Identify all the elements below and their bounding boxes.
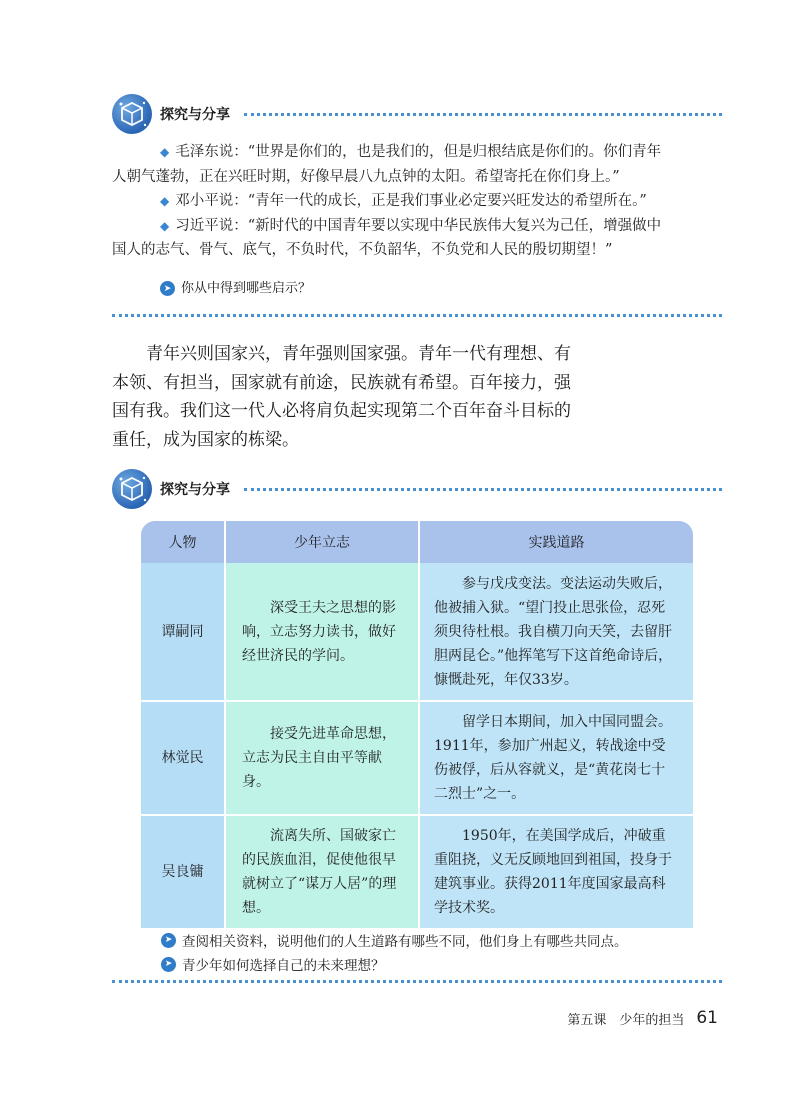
table-header-row	[141, 521, 693, 563]
question-2: ➤ 查阅相关资料，说明他们的人生道路有哪些不同，他们身上有哪些共同点。	[161, 928, 628, 952]
person-name: 林觉民	[141, 701, 225, 815]
person-path: 参与戊戌变法。变法运动失败后，他被捕入狱。“望门投止思张俭，忍死须臾待杜根。我自横刀向天笑，去留肝胆两昆仑。”他挥笔写下这首绝命诗后，慷慨赴死，年仅33岁。	[419, 563, 693, 701]
person-goal: 流离失所、国破家亡的民族血泪，促使他很早就树立了“谋万人居”的理想。	[225, 815, 419, 929]
questions-block	[161, 928, 628, 976]
arrow-right-icon: ➤	[160, 281, 175, 296]
person-name: 吴良镛	[141, 815, 225, 929]
section-title: 探究与分享	[160, 482, 230, 498]
quote-2: ◆ 邓小平说：“青年一代的成长，正是我们事业必定要兴旺发达的希望所在。”	[160, 193, 647, 209]
person-goal: 接受先进革命思想，立志为民主自由平等献身。	[225, 701, 419, 815]
dotted-divider	[112, 980, 722, 983]
diamond-icon: ◆	[160, 145, 170, 159]
diamond-icon: ◆	[160, 194, 170, 208]
question-1: ➤ 你从中得到哪些启示？	[160, 277, 712, 302]
cube-icon	[112, 94, 152, 134]
cube-icon	[112, 469, 152, 509]
table-row	[141, 815, 693, 929]
people-table	[141, 521, 693, 930]
section-header-1	[112, 93, 722, 135]
question-3: ➤ 青少年如何选择自己的未来理想？	[161, 952, 628, 976]
section-title: 探究与分享	[160, 107, 230, 123]
arrow-right-icon: ➤	[161, 933, 176, 948]
dotted-divider	[244, 488, 722, 491]
page-footer	[567, 1008, 718, 1028]
dotted-divider	[244, 113, 722, 116]
person-goal: 深受王夫之思想的影响，立志努力读书，做好经世济民的学问。	[225, 563, 419, 701]
main-paragraph: 青年兴则国家兴，青年强则国家强。青年一代有理想、有本领、有担当，国家就有前途，民族就有希望。百年接力，强国有我。我们这一代人必将肩负起实现第二个百年奋斗目标的重任，成为国家的栋梁。	[112, 344, 571, 450]
quote-3: ◆ 习近平说：“新时代的中国青年要以实现中华民族伟大复兴为己任，增强做中	[160, 217, 662, 234]
person-path: 留学日本期间，加入中国同盟会。1911年，参加广州起义，转战途中受伤被俘，后从容就义，是“黄花岗七十二烈士”之一。	[419, 701, 693, 815]
quote-1-cont: 人朝气蓬勃，正在兴旺时期，好像早晨八九点钟的太阳。希望寄托在你们身上。”	[112, 168, 620, 185]
quotes-block	[112, 140, 712, 301]
table-row	[141, 701, 693, 815]
person-path: 1950年，在美国学成后，冲破重重阻挠，义无反顾地回到祖国，投身于建筑事业。获得2011年度国家最高科学技术奖。	[419, 815, 693, 929]
header-path: 实践道路	[419, 521, 693, 563]
quote-1: ◆ 毛泽东说：“世界是你们的，也是我们的，但是归根结底是你们的。你们青年	[160, 144, 662, 160]
arrow-right-icon: ➤	[161, 957, 176, 972]
header-person: 人物	[141, 521, 225, 563]
header-goal: 少年立志	[225, 521, 419, 563]
person-name: 谭嗣同	[141, 563, 225, 701]
quote-3-cont: 国人的志气、骨气、底气，不负时代，不负韶华，不负党和人民的殷切期望！”	[112, 242, 613, 258]
section-header-2	[112, 468, 722, 510]
dotted-divider	[112, 314, 722, 317]
page-number: 61	[696, 1008, 718, 1028]
lesson-title: 第五课 少年的担当	[567, 1012, 685, 1028]
table-row	[141, 563, 693, 701]
diamond-icon: ◆	[160, 218, 170, 233]
